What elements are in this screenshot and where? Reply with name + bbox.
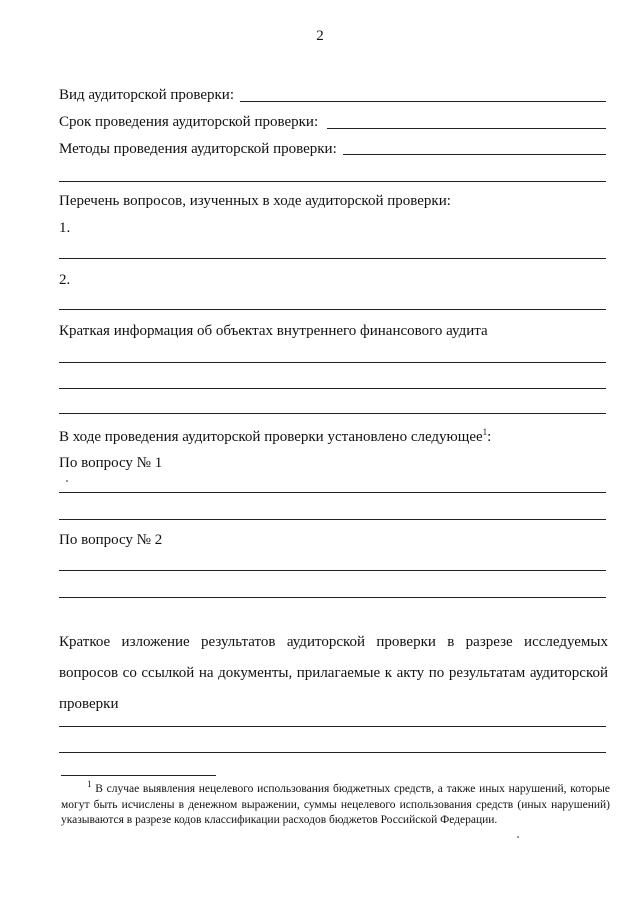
scan-speck: [66, 480, 68, 482]
audit-type-label: Вид аудиторской проверки:: [59, 87, 235, 103]
question-item-1: 1.: [59, 220, 71, 236]
summary-line-1: [59, 726, 606, 727]
audit-type-field-line: [240, 101, 606, 102]
objects-heading: Краткая информация об объектах внутреннего финансового аудита: [59, 323, 488, 339]
footnote-separator: [61, 775, 216, 776]
footnote-ref: 1: [482, 427, 488, 437]
findings-heading-colon: :: [487, 429, 492, 445]
audit-period-field-line: [327, 128, 606, 129]
footnote-number: 1: [87, 779, 92, 790]
audit-methods-extra-line: [59, 181, 606, 182]
questions-heading: Перечень вопросов, изученных в ходе аудиторской проверки:: [59, 193, 451, 209]
question-1-label: По вопросу № 1: [59, 455, 163, 471]
objects-line-1: [59, 362, 606, 363]
audit-methods-label: Методы проведения аудиторской проверки:: [59, 141, 337, 157]
question-2-finding-line-1: [59, 570, 606, 571]
objects-line-2: [59, 388, 606, 389]
objects-line-3: [59, 413, 606, 414]
summary-paragraph: Краткое изложение результатов аудиторской проверки в разрезе исследуемых вопросов со ссылкой на документы, прилагаемые к акту по результатам аудиторской проверки: [59, 634, 608, 712]
question-1-line: [59, 258, 606, 259]
audit-methods-field-line: [343, 154, 606, 155]
question-2-line: [59, 309, 606, 310]
audit-period-label: Срок проведения аудиторской проверки:: [59, 114, 319, 130]
question-1-finding-line-1: [59, 492, 606, 493]
scan-speck: [517, 836, 519, 838]
question-2-label: По вопросу № 2: [59, 532, 163, 548]
findings-heading-text: В ходе проведения аудиторской проверки установлено следующее: [59, 429, 483, 445]
question-2-finding-line-2: [59, 597, 606, 598]
question-item-2: 2.: [59, 272, 71, 288]
findings-heading: [59, 428, 491, 446]
page-number: 2: [316, 28, 324, 44]
question-1-finding-line-2: [59, 519, 606, 520]
footnote: [61, 779, 611, 829]
footnote-text: В случае выявления нецелевого использования бюджетных средств, а также иных нарушений, которые могут быть исчислены в денежном выражении, суммы нецелевого использования средств (иных нарушений) указываются в разрезе кодов классификации расходов бюджетов Российской Федерации.: [61, 783, 611, 826]
summary-line-2: [59, 752, 606, 753]
